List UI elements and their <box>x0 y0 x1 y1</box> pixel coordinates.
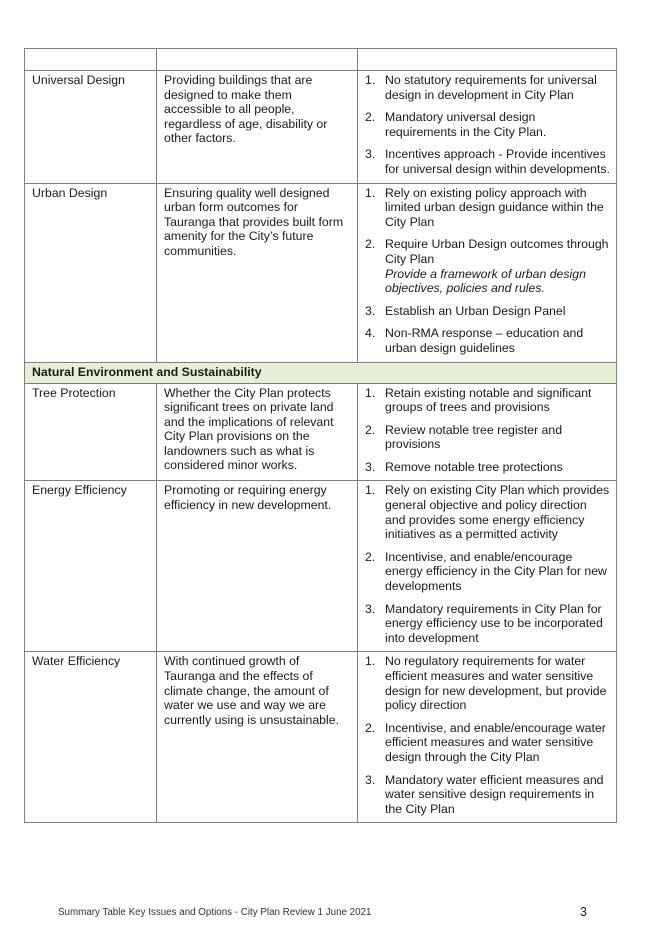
table-row <box>25 652 617 823</box>
list-item: 4. Non-RMA response – education and urban design guidelines <box>365 326 584 355</box>
topic-cell: Universal Design <box>25 71 157 184</box>
list-item: 1. Rely on existing City Plan which provides general objective and policy direction and provides some energy efficiency initiatives as a permitted activity <box>365 483 610 542</box>
list-item: 2. Require Urban Design outcomes through City Plan Provide a framework of urban design objectives, policies and rules. <box>365 237 609 296</box>
list-item: 2. Incentivise, and enable/encourage water efficient measures and water sensitive design through the City Plan <box>365 720 606 764</box>
list-item: 1. No statutory requirements for universal design in development in City Plan <box>365 73 597 102</box>
description-cell: Promoting or requiring energy efficiency in new development. <box>157 481 358 652</box>
options-cell <box>358 481 617 652</box>
topic-cell: Energy Efficiency <box>25 481 157 652</box>
options-list <box>365 654 610 816</box>
list-item: 2. Incentivise, and enable/encourage energy efficiency in the City Plan for new developments <box>365 549 607 594</box>
list-item: 1. Retain existing notable and significant groups of trees and provisions <box>365 385 592 415</box>
options-list <box>365 386 610 475</box>
list-item: 3. Remove notable tree protections <box>365 459 563 474</box>
table-cell <box>358 49 617 71</box>
topic-cell: Tree Protection <box>25 383 157 481</box>
section-heading-row <box>25 362 617 383</box>
options-cell <box>358 652 617 823</box>
table-cell <box>157 49 358 71</box>
list-item: 3. Incentives approach - Provide incentives for universal design within developments. <box>365 147 610 176</box>
description-cell: With continued growth of Tauranga and the effects of climate change, the amount of water we use and way we are currently using is unsustainable. <box>157 652 358 823</box>
table-row <box>25 183 617 362</box>
list-item: 3. Establish an Urban Design Panel <box>365 303 566 318</box>
option-subtext: Provide a framework of urban design objectives, policies and rules. <box>385 266 586 296</box>
page-number: 3 <box>580 905 587 919</box>
page-footer: Summary Table Key Issues and Options - City Plan Review 1 June 2021 <box>58 907 372 918</box>
list-item: 2. Mandatory universal design requirements in the City Plan. <box>365 110 547 139</box>
table-cell <box>25 49 157 71</box>
options-list <box>365 73 610 177</box>
options-list <box>365 186 610 356</box>
options-list <box>365 483 610 645</box>
description-cell: Whether the City Plan protects significant trees on private land and the implications of relevant City Plan provisions on the landowners such as what is considered minor works. <box>157 383 358 481</box>
description-cell: Providing buildings that are designed to make them accessible to all people, regardless of age, disability or other factors. <box>157 71 358 184</box>
options-cell <box>358 383 617 481</box>
issues-options-table <box>24 48 617 823</box>
table-header-row <box>25 49 617 71</box>
list-item: 1. Rely on existing policy approach with limited urban design guidance within the City Plan <box>365 185 604 229</box>
table-row <box>25 71 617 184</box>
list-item: 1. No regulatory requirements for water efficient measures and water sensitive design for new development, but provide policy direction <box>365 654 607 713</box>
options-cell <box>358 183 617 362</box>
list-item: 3. Mandatory requirements in City Plan for energy efficiency use to be incorporated into development <box>365 601 603 645</box>
table-row <box>25 481 617 652</box>
list-item: 2. Review notable tree register and provisions <box>365 422 563 452</box>
description-cell: Ensuring quality well designed urban form outcomes for Tauranga that provides built form amenity for the City’s future communities. <box>157 183 358 362</box>
list-item: 3. Mandatory water efficient measures and water sensitive design requirements in the City Plan <box>365 772 604 816</box>
section-heading: Natural Environment and Sustainability <box>25 362 617 383</box>
topic-cell: Water Efficiency <box>25 652 157 823</box>
options-cell <box>358 71 617 184</box>
table-row <box>25 383 617 481</box>
topic-cell: Urban Design <box>25 183 157 362</box>
